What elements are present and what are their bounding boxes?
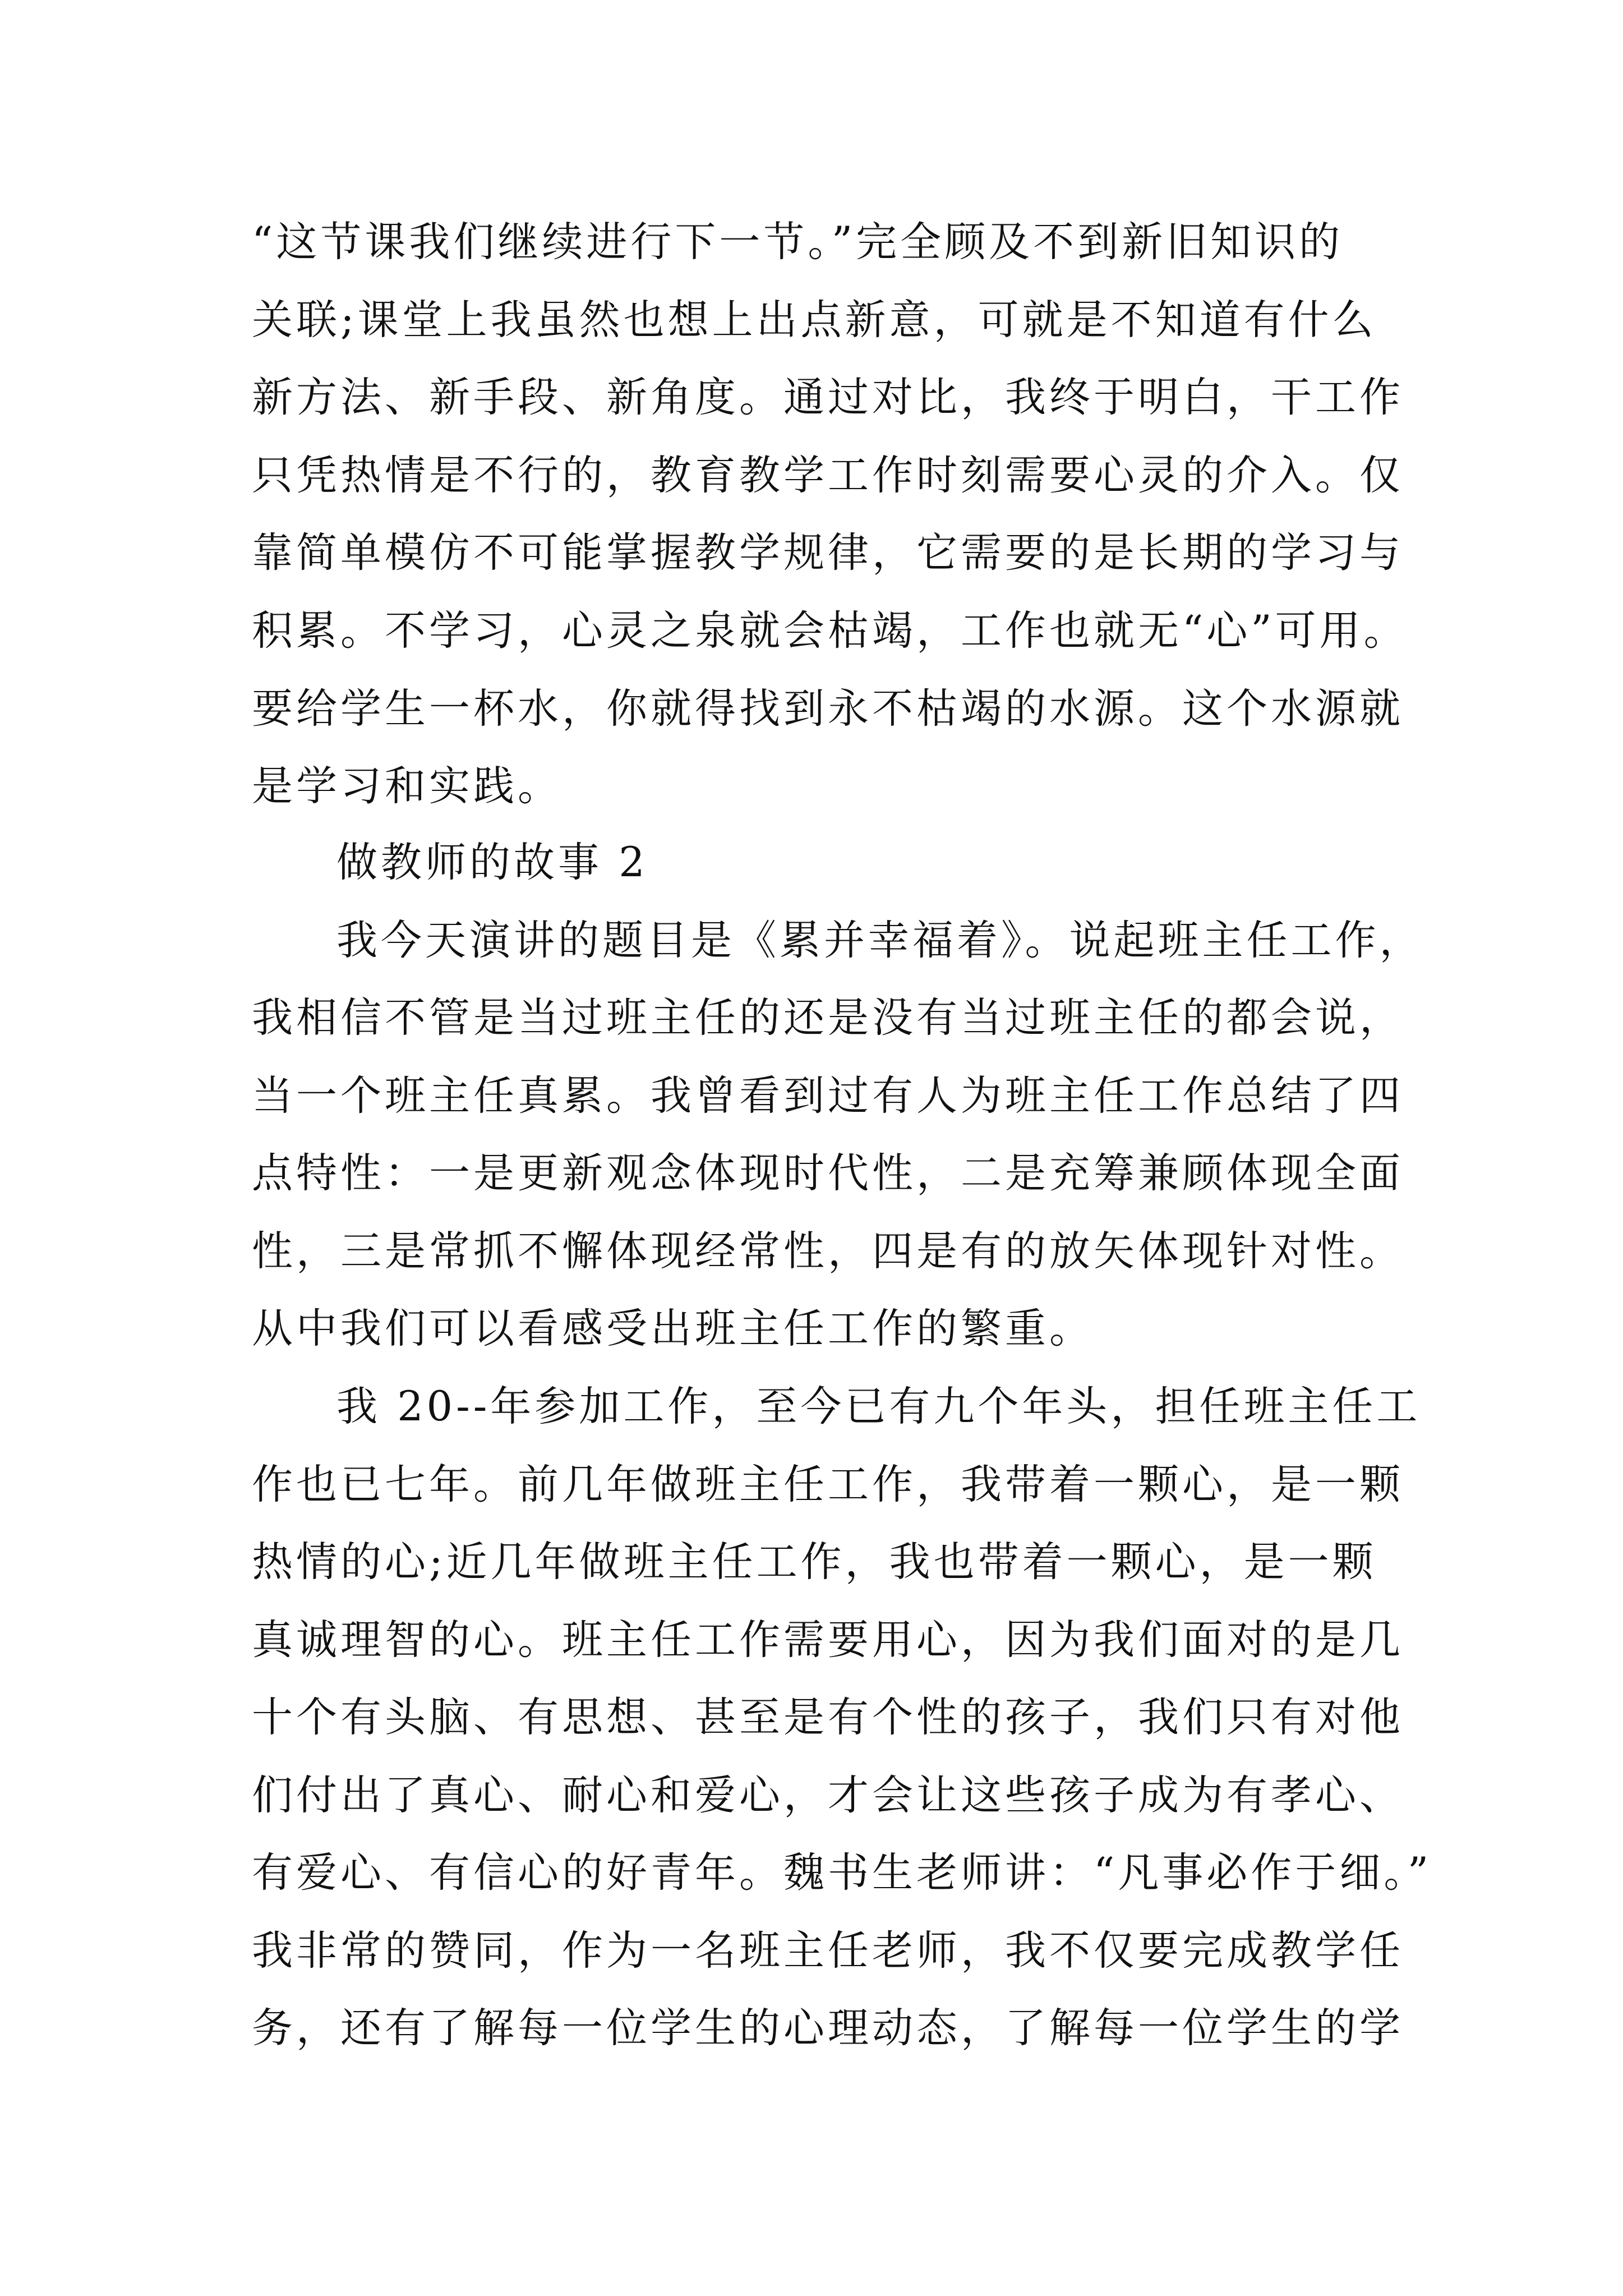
text-line: 热情的心;近几年做班主任工作，我也带着一颗心，是一颗 — [252, 1538, 1377, 1586]
text-line: 作也已七年。前几年做班主任工作，我带着一颗心，是一颗 — [252, 1461, 1404, 1508]
section-heading: 做教师的故事 2 — [336, 839, 648, 886]
text-line: “这节课我们继续进行下一节。”完全顾及不到新旧知识的 — [252, 218, 1344, 266]
text-line: 点特性：一是更新观念体现时代性，二是充筹兼顾体现全面 — [252, 1149, 1404, 1197]
text-line: 有爱心、有信心的好青年。魏书生老师讲：“凡事必作于细。” — [252, 1849, 1432, 1897]
text-line: 真诚理智的心。班主任工作需要用心，因为我们面对的是几 — [252, 1616, 1404, 1664]
text-line: 我相信不管是当过班主任的还是没有当过班主任的都会说， — [252, 994, 1404, 1042]
text-line: 十个有头脑、有思想、甚至是有个性的孩子，我们只有对他 — [252, 1694, 1404, 1741]
text-line: 性，三是常抓不懈体现经常性，四是有的放矢体现针对性。 — [252, 1227, 1404, 1275]
text-line: 关联;课堂上我虽然也想上出点新意，可就是不知道有什么 — [252, 296, 1377, 344]
text-line: 积累。不学习，心灵之泉就会枯竭，工作也就无“心”可用。 — [252, 607, 1408, 655]
text-line: 要给学生一杯水，你就得找到永不枯竭的水源。这个水源就 — [252, 685, 1404, 733]
text-line: 从中我们可以看感受出班主任工作的繁重。 — [252, 1305, 1094, 1352]
text-line: 靠简单模仿不可能掌握教学规律，它需要的是长期的学习与 — [252, 529, 1404, 577]
text-line: 新方法、新手段、新角度。通过对比，我终于明白，干工作 — [252, 374, 1404, 421]
text-line: 务，还有了解每一位学生的心理动态，了解每一位学生的学 — [252, 2004, 1404, 2052]
text-line: 我 20--年参加工作，至今已有九个年头，担任班主任工 — [336, 1383, 1421, 1430]
text-line: 只凭热情是不行的，教育教学工作时刻需要心灵的介入。仅 — [252, 452, 1404, 499]
text-line: 我今天演讲的题目是《累并幸福着》。说起班主任工作， — [336, 917, 1424, 964]
text-line: 们付出了真心、耐心和爱心，才会让这些孩子成为有孝心、 — [252, 1772, 1404, 1819]
text-line: 当一个班主任真累。我曾看到过有人为班主任工作总结了四 — [252, 1072, 1404, 1120]
text-line: 是学习和实践。 — [252, 762, 562, 810]
text-line: 我非常的赞同，作为一名班主任老师，我不仅要完成教学任 — [252, 1927, 1404, 1975]
